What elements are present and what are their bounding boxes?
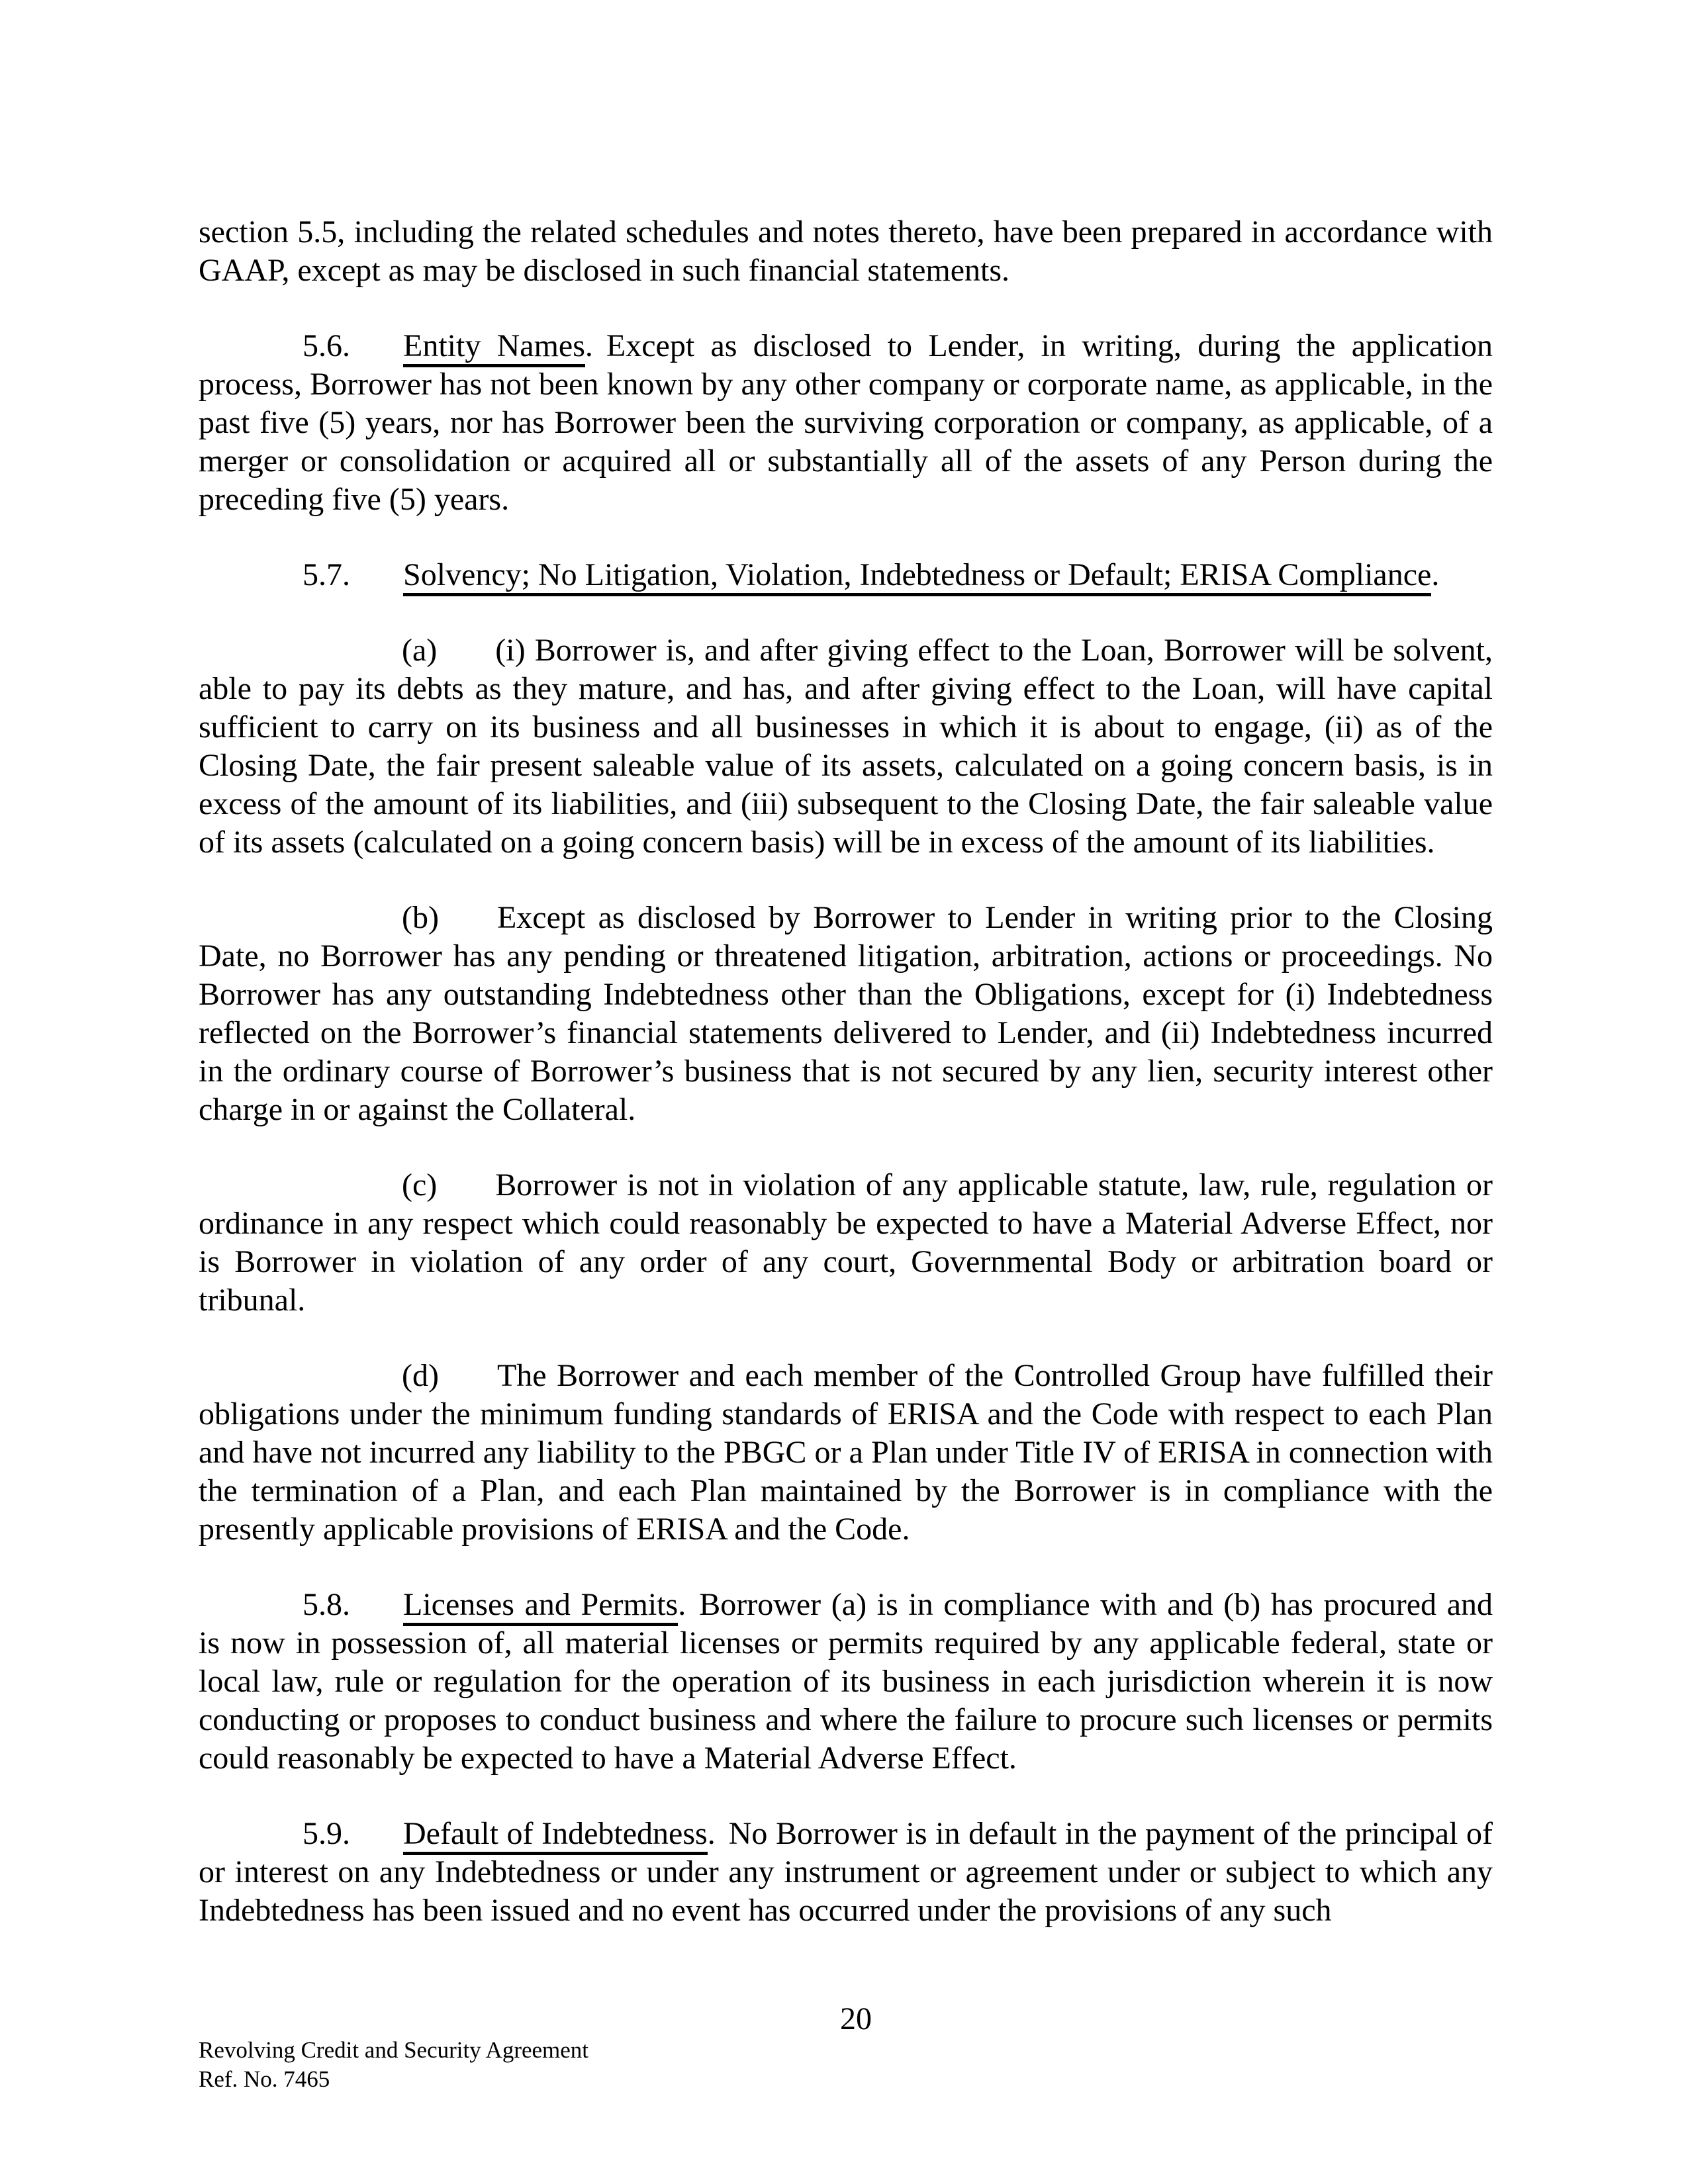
heading-period: .: [707, 1816, 716, 1851]
paragraph-continuation: section 5.5, including the related schedules and notes thereto, have been prepared in accordance with GAAP, except as may be disclosed in such financial statements.: [199, 214, 1493, 288]
section-heading: Default of Indebtedness: [403, 1816, 708, 1855]
subsection-label: (c): [402, 1167, 438, 1203]
paragraph-text: (i) Borrower is, and after giving effect to the Loan, Borrower will be solvent, able to pay its debts as they mature, and has, and after giving effect to the Loan, will have capital sufficient to carry on its business and all businesses in which it is about to engage, (ii) as of the Closing Date, the fair present saleable value of its assets, calculated on a going concern basis, is in excess of the amount of its liabilities, and (iii) subsequent to the Closing Date, the fair saleable value of its assets (calculated on a going concern basis) will be in excess of the amount of its liabilities.: [199, 633, 1493, 860]
section-number: 5.8.: [303, 1587, 350, 1622]
section-heading: Entity Names: [403, 328, 585, 367]
subsection-label: (a): [402, 633, 438, 668]
paragraph-text: The Borrower and each member of the Controlled Group have fulfilled their obligations under the minimum funding standards of ERISA and the Code with respect to each Plan and have not incurred any liability to the PBGC or a Plan under Title IV of ERISA in connection with the termination of a Plan, and each Plan maintained by the Borrower is in compliance with the presently applicable provisions of ERISA and the Code.: [199, 1358, 1493, 1547]
footer-doc-title: Revolving Credit and Security Agreement: [199, 2037, 589, 2063]
heading-period: .: [1431, 557, 1440, 592]
subsection-d: [199, 1357, 1493, 1549]
section-heading: Licenses and Permits: [403, 1587, 678, 1626]
subsection-a: [199, 631, 1493, 862]
section-5-7-heading: [199, 556, 1493, 594]
section-5-8: [199, 1586, 1493, 1778]
paragraph-text: No Borrower is in default in the payment of the principal of or interest on any Indebtedness or under any instrument or agreement under or subject to which any Indebtedness has been issued and no event has occurred under the provisions of any such: [199, 1816, 1493, 1928]
paragraph-text: Borrower (a) is in compliance with and (b) has procured and is now in possession of, all material licenses or permits required by any applicable federal, state or local law, rule or regulation for the operation of its business in each jurisdiction wherein it is now conducting or proposes to conduct business and where the failure to procure such licenses or permits could reasonably be expected to have a Material Adverse Effect.: [199, 1587, 1493, 1776]
section-number: 5.7.: [303, 557, 350, 592]
document-body: [199, 213, 1493, 1967]
section-number: 5.6.: [303, 328, 350, 363]
heading-period: .: [585, 328, 593, 363]
subsection-b: [199, 899, 1493, 1129]
footer-ref-number: Ref. No. 7465: [199, 2066, 330, 2092]
section-heading: Solvency; No Litigation, Violation, Indebtedness or Default; ERISA Compliance: [403, 557, 1431, 596]
subsection-c: [199, 1166, 1493, 1320]
section-5-6: [199, 327, 1493, 519]
heading-period: .: [678, 1587, 686, 1622]
paragraph-text: Except as disclosed by Borrower to Lender in writing prior to the Closing Date, no Borrower has any pending or threatened litigation, arbitration, actions or proceedings. No Borrower has any outstanding Indebtedness other than the Obligations, except for (i) Indebtedness reflected on the Borrower’s financial statements delivered to Lender, and (ii) Indebtedness incurred in the ordinary course of Borrower’s business that is not secured by any lien, security interest other charge in or against the Collateral.: [199, 900, 1493, 1127]
paragraph-text: Except as disclosed to Lender, in writing, during the application process, Borrower has not been known by any other company or corporate name, as applicable, in the past five (5) years, nor has Borrower been the surviving corporation or company, as applicable, of a merger or consolidation or acquired all or substantially all of the assets of any Person during the preceding five (5) years.: [199, 328, 1493, 517]
paragraph-text: Borrower is not in violation of any applicable statute, law, rule, regulation or ordinance in any respect which could reasonably be expected to have a Material Adverse Effect, nor is Borrower in violation of any order of any court, Governmental Body or arbitration board or tribunal.: [199, 1167, 1493, 1318]
section-5-9: [199, 1815, 1493, 1930]
footer: [199, 2036, 588, 2094]
subsection-label: (d): [402, 1358, 439, 1393]
section-number: 5.9.: [303, 1816, 350, 1851]
subsection-label: (b): [402, 900, 439, 935]
page-number: 20: [840, 2001, 872, 2036]
